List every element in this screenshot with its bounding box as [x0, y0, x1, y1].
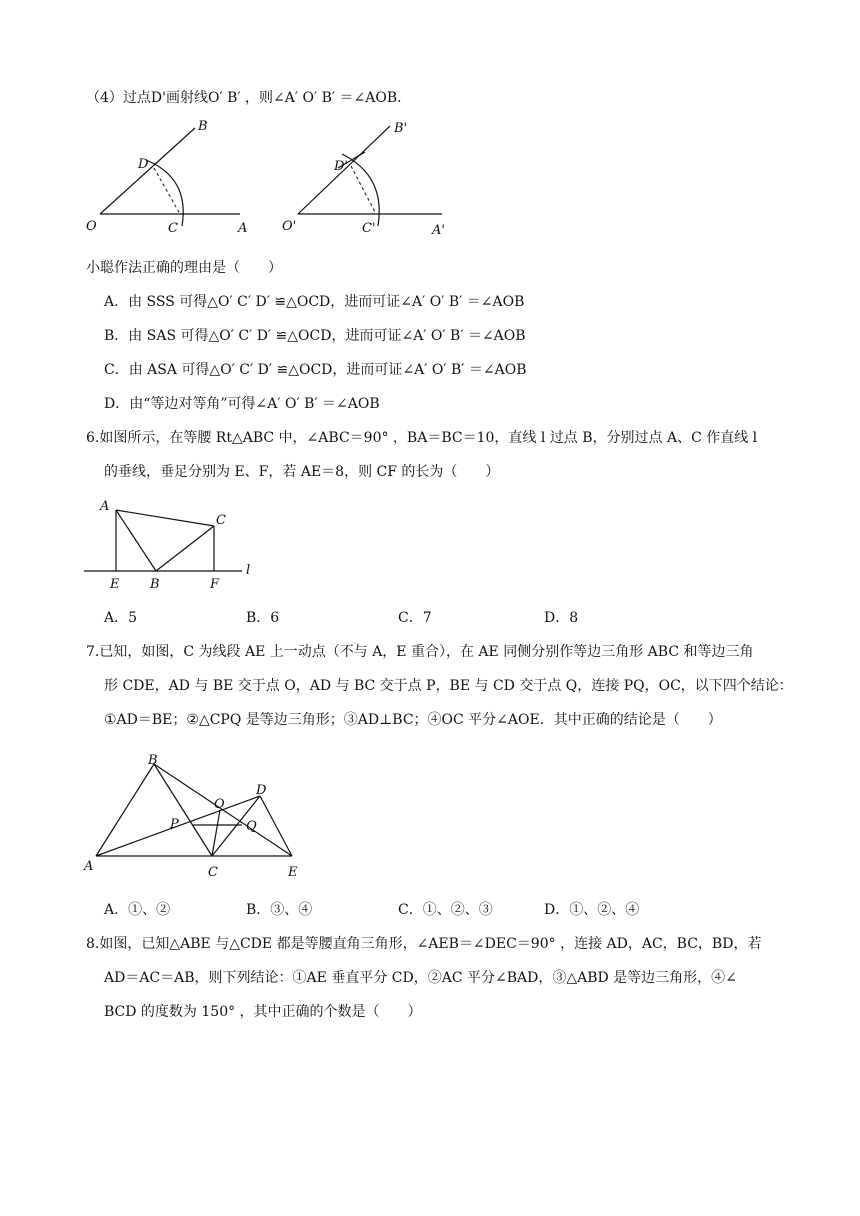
q6-option-a: A．5: [104, 610, 138, 626]
q7-option-a: A．①、②: [104, 902, 171, 918]
label-C: C: [208, 865, 218, 880]
q8-line1: 8.如图，已知△ABE 与△CDE 都是等腰直角三角形，∠AEB＝∠DEC＝90° ，连接 AD，AC，BC，BD，若: [86, 936, 762, 952]
label-D: D: [256, 783, 267, 798]
label-P: P: [170, 817, 179, 832]
q6-option-c: C．7: [398, 610, 432, 626]
angle-construction-figure: [80, 118, 460, 243]
label-E: E: [288, 865, 298, 880]
label-A: A: [84, 859, 94, 874]
label-E: E: [110, 577, 120, 592]
label-O-prime: O': [282, 219, 297, 234]
q8-line2: AD＝AC＝AB，则下列结论：①AE 垂直平分 CD，②AC 平分∠BAD，③△ABD 是等边三角形，④∠: [104, 970, 737, 986]
step4-text: （4）过点D'画射线O′ B′ ，则∠A′ O′ B′ ＝∠AOB．: [86, 90, 412, 106]
q7-line2: 形 CDE，AD 与 BE 交于点 O，AD 与 BC 交于点 P，BE 与 CD 交于点 Q，连接 PQ，OC，以下四个结论：: [104, 678, 793, 694]
label-D: D: [138, 157, 149, 172]
q6-line2: 的垂线，垂足分别为 E、F，若 AE＝8，则 CF 的长为（ ）: [104, 464, 500, 480]
label-Q: Q: [246, 819, 257, 834]
q6-figure: [84, 496, 284, 596]
label-B: B: [198, 119, 208, 134]
label-C: C: [216, 513, 226, 528]
q5-option-a: A．由 SSS 可得△O′ C′ D′ ≌△OCD，进而可证∠A′ O′ B′ ＝∠AOB: [104, 294, 525, 310]
label-B: B: [150, 577, 160, 592]
q5-option-c: C．由 ASA 可得△O′ C′ D′ ≌△OCD，进而可证∠A′ O′ B′ ＝∠AOB: [104, 362, 527, 378]
label-D-prime: D': [334, 159, 348, 174]
q7-option-b: B．③、④: [246, 902, 313, 918]
q5-stem: 小聪作法正确的理由是（ ）: [86, 260, 282, 276]
q5-option-b: B．由 SAS 可得△O′ C′ D′ ≌△OCD，进而可证∠A′ O′ B′ ＝∠AOB: [104, 328, 526, 344]
q7-line3: ①AD＝BE；②△CPQ 是等边三角形；③AD⊥BC；④OC 平分∠AOE．其中正确的结论是（ ）: [104, 712, 722, 728]
label-A: A: [238, 221, 248, 236]
label-C-prime: C': [362, 221, 376, 236]
q7-option-d: D．①、②、④: [544, 902, 640, 918]
label-O: O: [214, 797, 225, 812]
q6-option-b: B．6: [246, 610, 280, 626]
label-l: l: [246, 563, 251, 578]
label-B-prime: B': [394, 121, 408, 136]
q5-option-d: D．由“等边对等角”可得∠A′ O′ B′ ＝∠AOB: [104, 396, 380, 412]
q7-option-c: C．①、②、③: [398, 902, 493, 918]
label-F: F: [210, 577, 220, 592]
label-O: O: [86, 219, 97, 234]
q7-figure: [82, 750, 322, 886]
q6-line1: 6.如图所示，在等腰 Rt△ABC 中，∠ABC＝90° ，BA＝BC＝10，直线 l 过点 B，分别过点 A、C 作直线 l: [86, 430, 758, 446]
label-A-prime: A': [432, 223, 445, 238]
q7-line1: 7.已知，如图，C 为线段 AE 上一动点（不与 A，E 重合），在 AE 同侧分别作等边三角形 ABC 和等边三角: [86, 644, 754, 660]
q6-option-d: D．8: [544, 610, 579, 626]
label-B: B: [148, 753, 158, 768]
label-C: C: [168, 221, 178, 236]
label-A: A: [100, 499, 110, 514]
q8-line3: BCD 的度数为 150° ，其中正确的个数是（ ）: [104, 1004, 422, 1020]
